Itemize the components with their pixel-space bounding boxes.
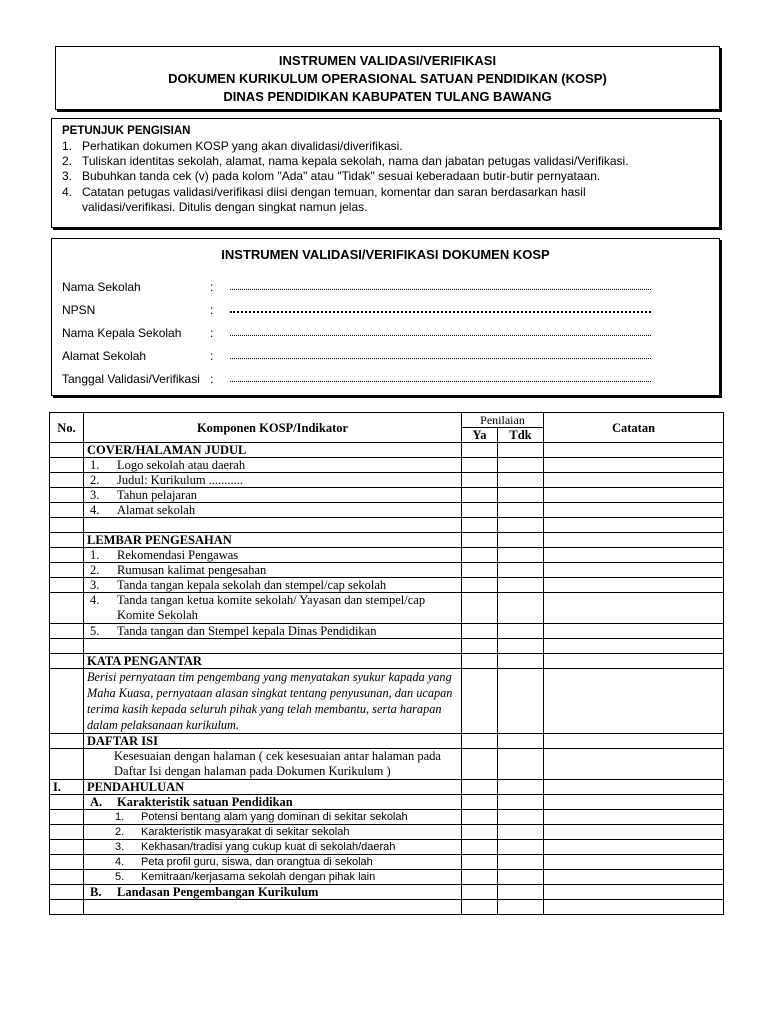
cell-no <box>50 473 84 488</box>
instruction-text: Bubuhkan tanda cek (v) pada kolom "Ada" atau "Tidak" sesuai keberadaan butir-butir pernyataan. <box>82 169 601 184</box>
cell-tdk[interactable] <box>498 780 544 795</box>
cell-tdk[interactable] <box>498 654 544 669</box>
cell-ya[interactable] <box>462 458 498 473</box>
cell-no <box>50 533 84 548</box>
header-catatan: Catatan <box>544 413 724 443</box>
cell-no <box>50 578 84 593</box>
cell-tdk[interactable] <box>498 503 544 518</box>
komponen-table <box>49 412 724 915</box>
cell-catatan[interactable] <box>544 458 724 473</box>
table-row <box>50 503 724 518</box>
item-number: 5. <box>90 624 100 638</box>
indicator-cell <box>84 473 462 488</box>
cell-no <box>50 749 84 780</box>
field-colon: : <box>210 349 214 363</box>
cell-no <box>50 443 84 458</box>
cell-catatan[interactable] <box>544 548 724 563</box>
cell-tdk[interactable] <box>498 840 544 855</box>
cell-no <box>50 870 84 885</box>
item-number: 3. <box>90 488 100 502</box>
indicator-cell <box>84 624 462 639</box>
indicator-cell <box>84 870 462 885</box>
cell-catatan[interactable] <box>544 533 724 548</box>
cell-tdk[interactable] <box>498 624 544 639</box>
table-row <box>50 563 724 578</box>
cell-catatan[interactable] <box>544 563 724 578</box>
item-number: 4. <box>90 503 100 517</box>
header-title-line-3: DINAS PENDIDIKAN KABUPATEN TULANG BAWANG <box>223 89 552 104</box>
cell-ya[interactable] <box>462 734 498 749</box>
item-number: 4. <box>115 856 125 868</box>
subsection-cell <box>84 795 462 810</box>
cell-tdk[interactable] <box>498 734 544 749</box>
cell-no <box>50 885 84 900</box>
spacer-row <box>50 518 724 533</box>
item-text: Potensi bentang alam yang dominan di sekitar sekolah <box>141 811 408 823</box>
item-number: 2. <box>115 826 125 838</box>
cell-ya[interactable] <box>462 825 498 840</box>
table-row <box>50 654 724 669</box>
cell-catatan[interactable] <box>544 810 724 825</box>
item-number: 1. <box>115 811 125 823</box>
cell-catatan[interactable] <box>544 855 724 870</box>
table-row <box>50 443 724 458</box>
field-npsn <box>62 303 709 321</box>
item-text: Peta profil guru, siswa, dan orangtua di sekolah <box>141 856 373 868</box>
cell-ya[interactable] <box>462 855 498 870</box>
cell-ya[interactable] <box>462 443 498 458</box>
item-text: Tahun pelajaran <box>117 488 197 502</box>
table-row <box>50 624 724 639</box>
cell-tdk[interactable] <box>498 795 544 810</box>
field-label: Nama Sekolah <box>62 280 141 294</box>
cell-no <box>50 669 84 734</box>
indicator-cell <box>84 810 462 825</box>
cell-ya[interactable] <box>462 593 498 624</box>
field-label: NPSN <box>62 303 96 317</box>
item-text: Alamat sekolah <box>117 503 196 517</box>
cell-no <box>50 458 84 473</box>
cell-tdk[interactable] <box>498 855 544 870</box>
indicator-cell <box>84 458 462 473</box>
header-ya: Ya <box>462 428 498 443</box>
cell-ya[interactable] <box>462 780 498 795</box>
indicator-cell <box>84 548 462 563</box>
cell-catatan[interactable] <box>544 473 724 488</box>
cell-ya[interactable] <box>462 578 498 593</box>
indicator-cell <box>84 563 462 578</box>
section-title: LEMBAR PENGESAHAN <box>84 533 462 548</box>
table-row <box>50 855 724 870</box>
cell-no <box>50 548 84 563</box>
table-row <box>50 795 724 810</box>
cell-ya[interactable] <box>462 885 498 900</box>
item-text: Kekhasan/tradisi yang cukup kuat di sekolah/daerah <box>141 841 396 853</box>
table-row <box>50 533 724 548</box>
section-description: Kesesuaian dengan halaman ( cek kesesuaian antar halaman pada Daftar Isi dengan halaman pada Dokumen Kurikulum ) <box>84 749 462 780</box>
cell-catatan[interactable] <box>544 749 724 780</box>
item-text: Tanda tangan ketua komite sekolah/ Yayasan dan stempel/cap Komite Sekolah <box>117 593 426 622</box>
item-text: Karakteristik masyarakat di sekitar sekolah <box>141 826 350 838</box>
instruction-text: Catatan petugas validasi/verifikasi diisi dengan temuan, komentar dan saran berdasarkan hasil validasi/verifikasi. Ditulis dengan singkat namun jelas. <box>82 184 586 214</box>
cell-no <box>50 624 84 639</box>
subsection-title: Karakteristik satuan Pendidikan <box>117 795 293 809</box>
cell-no: I. <box>50 780 84 795</box>
cell-tdk[interactable] <box>498 669 544 734</box>
cell-tdk[interactable] <box>498 885 544 900</box>
instruction-text: Tuliskan identitas sekolah, alamat, nama kepala sekolah, nama dan jabatan petugas validasi/Verifikasi. <box>82 154 629 169</box>
cell-no <box>50 563 84 578</box>
field-label: Tanggal Validasi/Verifikasi <box>62 372 200 386</box>
spacer-row <box>50 639 724 654</box>
cell-ya[interactable] <box>462 624 498 639</box>
instruction-number: 4. <box>62 184 73 199</box>
subsection-cell <box>84 885 462 900</box>
cell-no <box>50 810 84 825</box>
table-row <box>50 885 724 900</box>
cell-catatan[interactable] <box>544 885 724 900</box>
cell-ya[interactable] <box>462 548 498 563</box>
cell-catatan[interactable] <box>544 734 724 749</box>
cell-catatan[interactable] <box>544 780 724 795</box>
spacer-row <box>50 900 724 915</box>
cell-catatan[interactable] <box>544 669 724 734</box>
cell-no <box>50 825 84 840</box>
table-row <box>50 593 724 624</box>
item-text: Tanda tangan dan Stempel kepala Dinas Pendidikan <box>117 624 377 638</box>
item-number: 2. <box>90 563 100 577</box>
table-row <box>50 734 724 749</box>
indicator-cell <box>84 825 462 840</box>
subsection-title: Landasan Pengembangan Kurikulum <box>117 885 319 899</box>
field-nama-sekolah <box>62 280 709 298</box>
cell-catatan[interactable] <box>544 624 724 639</box>
table-row <box>50 488 724 503</box>
cell-no <box>50 503 84 518</box>
field-tanggal-validasi <box>62 372 709 390</box>
indicator-cell <box>84 503 462 518</box>
instructions-panel <box>51 118 720 228</box>
section-title: KATA PENGANTAR <box>84 654 462 669</box>
cell-ya[interactable] <box>462 488 498 503</box>
cell-no <box>50 840 84 855</box>
item-text: Tanda tangan kepala sekolah dan stempel/cap sekolah <box>117 578 387 592</box>
cell-ya[interactable] <box>462 810 498 825</box>
item-number: 4. <box>90 593 100 607</box>
section-title: COVER/HALAMAN JUDUL <box>84 443 462 458</box>
table-row <box>50 840 724 855</box>
cell-no <box>50 855 84 870</box>
section-title: PENDAHULUAN <box>84 780 462 795</box>
section-description: Berisi pernyataan tim pengembang yang menyatakan syukur kapada yang Maha Kuasa, pernyataan alasan singkat tentang penyusunan, dan ucapan terima kasih kepada seluruh pihak yang telah membantu, serta harapan dalam pelaksanaan kurikulum. <box>84 669 462 734</box>
identity-title: INSTRUMEN VALIDASI/VERIFIKASI DOKUMEN KOSP <box>221 247 550 262</box>
cell-tdk[interactable] <box>498 488 544 503</box>
cell-catatan[interactable] <box>544 488 724 503</box>
item-number: 3. <box>115 841 125 853</box>
indicator-cell <box>84 593 462 624</box>
table-row <box>50 458 724 473</box>
field-label: Alamat Sekolah <box>62 349 147 363</box>
cell-no <box>50 488 84 503</box>
item-text: Rekomendasi Pengawas <box>117 548 239 562</box>
cell-catatan[interactable] <box>544 795 724 810</box>
header-no: No. <box>50 413 84 443</box>
instruction-number: 3. <box>62 169 73 184</box>
document-header <box>55 46 720 110</box>
item-text: Logo sekolah atau daerah <box>117 458 246 472</box>
cell-catatan[interactable] <box>544 593 724 624</box>
item-text: Kemitraan/kerjasama sekolah dengan pihak lain <box>141 871 376 883</box>
cell-tdk[interactable] <box>498 548 544 563</box>
cell-tdk[interactable] <box>498 578 544 593</box>
instructions-title: PETUNJUK PENGISIAN <box>62 125 191 137</box>
cell-ya[interactable] <box>462 840 498 855</box>
cell-tdk[interactable] <box>498 458 544 473</box>
fill-in-line[interactable] <box>230 358 651 359</box>
instruction-item <box>62 139 709 154</box>
cell-tdk[interactable] <box>498 749 544 780</box>
cell-ya[interactable] <box>462 870 498 885</box>
field-alamat-sekolah <box>62 349 709 367</box>
cell-ya[interactable] <box>462 749 498 780</box>
cell-tdk[interactable] <box>498 563 544 578</box>
table-row <box>50 548 724 563</box>
fill-in-line[interactable] <box>230 311 651 313</box>
table-row <box>50 810 724 825</box>
indicator-cell <box>84 855 462 870</box>
field-colon: : <box>210 326 214 340</box>
indicator-cell <box>84 488 462 503</box>
item-text: Rumusan kalimat pengesahan <box>117 563 267 577</box>
section-title: DAFTAR ISI <box>84 734 462 749</box>
cell-catatan[interactable] <box>544 503 724 518</box>
cell-catatan[interactable] <box>544 654 724 669</box>
item-number: 1. <box>90 458 100 472</box>
cell-ya[interactable] <box>462 654 498 669</box>
header-title-line-2: DOKUMEN KURIKULUM OPERASIONAL SATUAN PENDIDIKAN (KOSP) <box>168 71 607 86</box>
cell-ya[interactable] <box>462 473 498 488</box>
header-komponen: Komponen KOSP/Indikator <box>84 413 462 443</box>
cell-ya[interactable] <box>462 669 498 734</box>
cell-tdk[interactable] <box>498 825 544 840</box>
cell-catatan[interactable] <box>544 840 724 855</box>
table-row <box>50 780 724 795</box>
instruction-text: Perhatikan dokumen KOSP yang akan divalidasi/diverifikasi. <box>82 139 403 153</box>
item-number: 5. <box>115 871 125 883</box>
table-row <box>50 749 724 780</box>
item-number: 2. <box>90 473 100 487</box>
cell-tdk[interactable] <box>498 443 544 458</box>
cell-ya[interactable] <box>462 533 498 548</box>
cell-no <box>50 734 84 749</box>
fill-in-line[interactable] <box>230 335 651 336</box>
table-row <box>50 473 724 488</box>
table-row <box>50 578 724 593</box>
header-penilaian: Penilaian <box>462 413 544 428</box>
cell-no <box>50 593 84 624</box>
cell-catatan[interactable] <box>544 825 724 840</box>
table-row <box>50 825 724 840</box>
cell-no <box>50 795 84 810</box>
instruction-item <box>62 185 709 215</box>
indicator-cell <box>84 578 462 593</box>
cell-catatan[interactable] <box>544 443 724 458</box>
header-title-line-1: INSTRUMEN VALIDASI/VERIFIKASI <box>278 53 497 68</box>
instruction-item <box>62 169 709 184</box>
cell-tdk[interactable] <box>498 473 544 488</box>
indicator-cell <box>84 840 462 855</box>
field-colon: : <box>210 303 214 317</box>
subsection-letter: A. <box>90 795 103 809</box>
cell-tdk[interactable] <box>498 593 544 624</box>
cell-catatan[interactable] <box>544 870 724 885</box>
fill-in-line[interactable] <box>230 381 651 382</box>
cell-ya[interactable] <box>462 795 498 810</box>
instruction-number: 1. <box>62 139 73 153</box>
cell-tdk[interactable] <box>498 533 544 548</box>
header-tdk: Tdk <box>498 428 544 443</box>
instruction-number: 2. <box>62 154 73 169</box>
fill-in-line[interactable] <box>230 289 651 290</box>
cell-catatan[interactable] <box>544 578 724 593</box>
cell-no <box>50 654 84 669</box>
cell-ya[interactable] <box>462 503 498 518</box>
table-row <box>50 669 724 734</box>
table-row <box>50 870 724 885</box>
field-nama-kepala-sekolah <box>62 326 709 344</box>
field-colon: : <box>210 280 214 294</box>
item-number: 1. <box>90 548 100 562</box>
school-identity-panel <box>51 238 720 396</box>
field-colon: : <box>210 372 214 386</box>
cell-ya[interactable] <box>462 563 498 578</box>
cell-tdk[interactable] <box>498 870 544 885</box>
subsection-letter: B. <box>90 885 102 899</box>
instruction-item <box>62 154 709 169</box>
cell-tdk[interactable] <box>498 810 544 825</box>
field-label: Nama Kepala Sekolah <box>62 326 182 340</box>
item-number: 3. <box>90 578 100 592</box>
item-text: Judul: Kurikulum ........... <box>117 473 244 487</box>
